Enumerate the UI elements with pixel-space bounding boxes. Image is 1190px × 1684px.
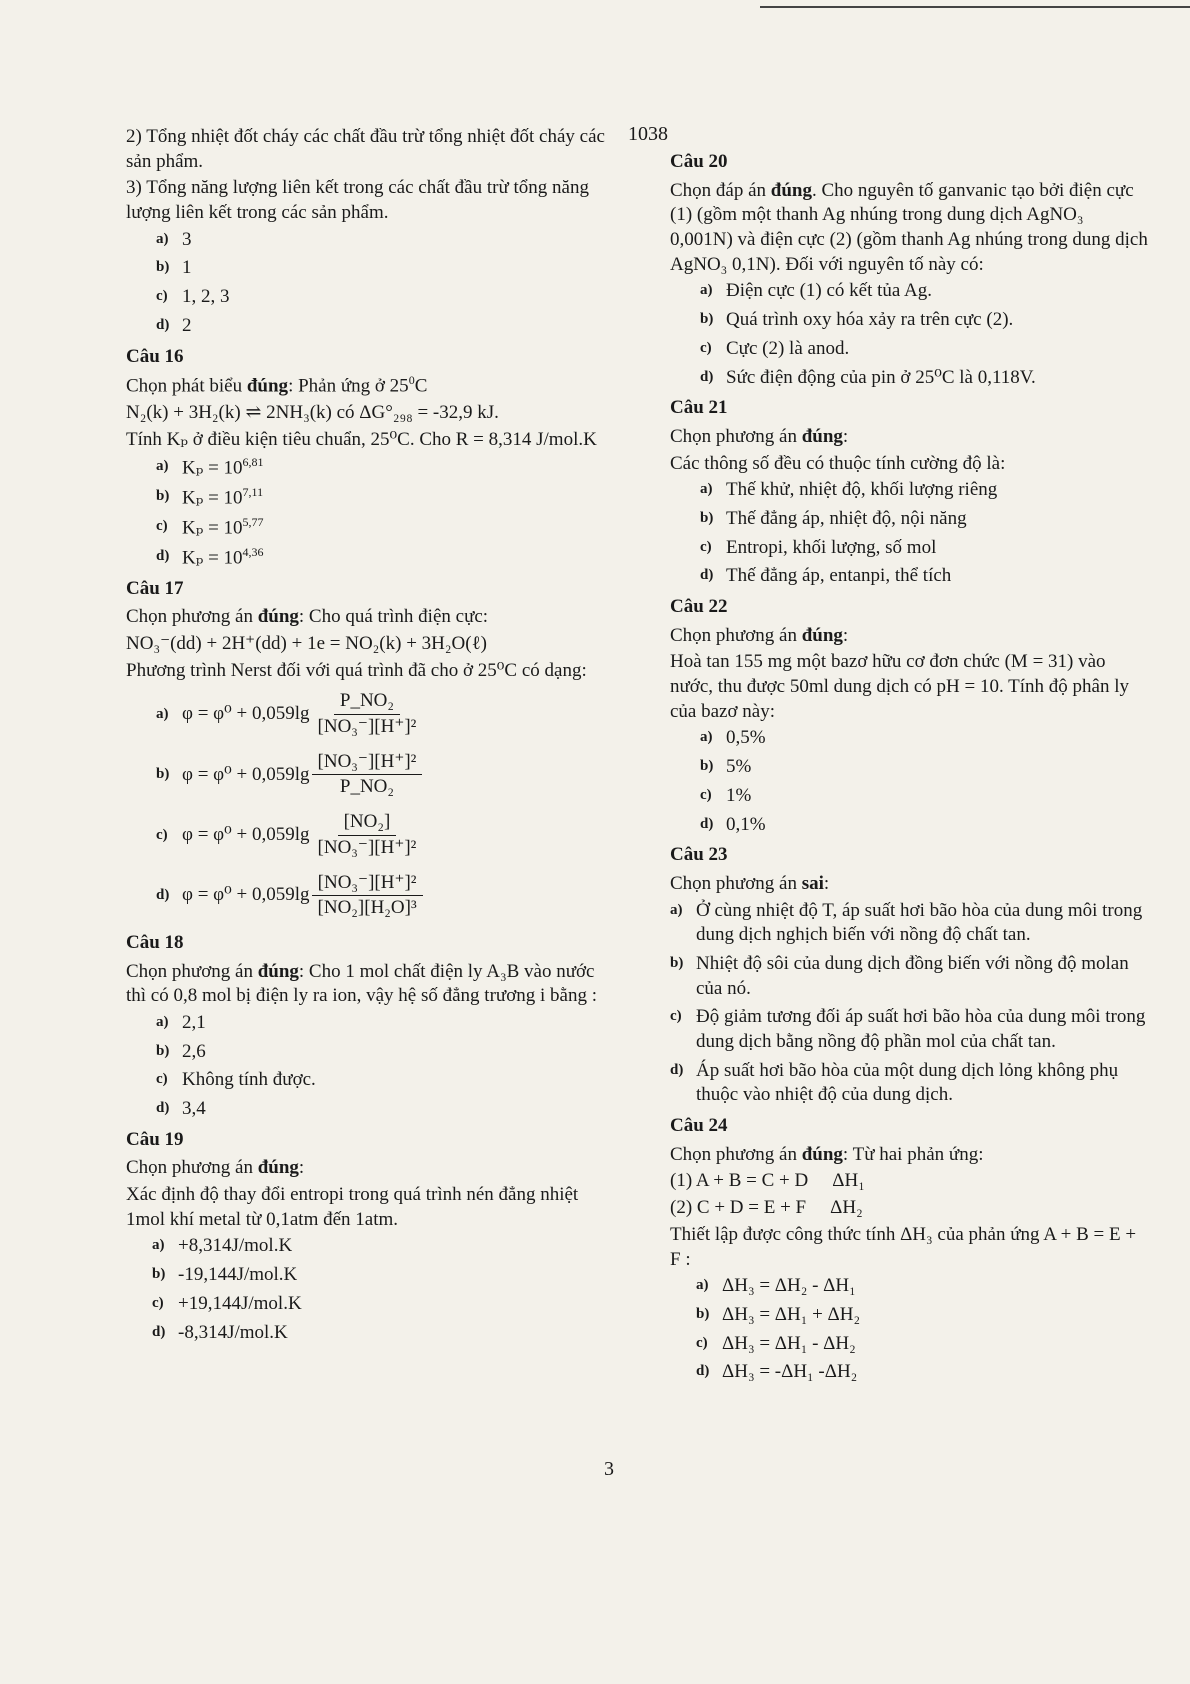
question-stem: Chọn phương án đúng: <box>126 1157 305 1179</box>
nernst-prefix: φ = φ⁰ + 0,059lg <box>182 703 310 725</box>
option: c) Entropi, khối lượng, số mol <box>700 536 937 558</box>
question-title: Câu 16 <box>126 345 184 367</box>
option: d) ΔH₃ = -ΔH₁ -ΔH₂ <box>696 1361 858 1383</box>
question-line: Các thông số đều có thuộc tính cường độ là: <box>670 452 1006 474</box>
question-stem: Chọn phương án sai: <box>670 872 830 894</box>
nernst-prefix: φ = φ⁰ + 0,059lg <box>182 823 310 845</box>
question-title: Câu 17 <box>126 577 184 599</box>
option: b) 1 <box>156 257 192 279</box>
option: d) Áp suất hơi bão hòa của một dung dịch lỏng không phụ thuộc vào nhiệt độ của dung dịch. <box>670 1059 1119 1106</box>
reaction: N₂(k) + 3H₂(k) ⇌ 2NH₃(k) có ΔG°₂₉₈ = -32,9 kJ. <box>126 402 499 424</box>
option: a) +8,314J/mol.K <box>152 1235 293 1257</box>
fraction: [NO₂] [NO₃⁻][H⁺]² <box>317 811 417 858</box>
question-line: Thiết lập được công thức tính ΔH₃ của phản ứng A + B = E + F : <box>670 1223 1137 1270</box>
option: b) φ = φ⁰ + 0,059lg [NO₃⁻][H⁺]² P_NO₂ <box>126 750 616 800</box>
question-title: Câu 18 <box>126 931 184 953</box>
reaction-1: (1) A + B = C + D ΔH₁ <box>670 1170 865 1192</box>
option: a) 2,1 <box>156 1011 206 1033</box>
fraction: [NO₃⁻][H⁺]² [NO₂][H₂O]³ <box>312 871 423 921</box>
option: a) 3 <box>156 228 192 250</box>
question-title: Câu 20 <box>670 151 728 172</box>
option: d) -8,314J/mol.K <box>152 1321 288 1343</box>
reaction: NO₃⁻(dd) + 2H⁺(dd) + 1e = NO₂(k) + 3H₂O(ℓ) <box>126 633 487 655</box>
option: c) ΔH₃ = ΔH₁ - ΔH₂ <box>696 1332 856 1354</box>
question-stem: Chọn phương án đúng: Cho quá trình điện cực: <box>126 606 489 628</box>
option: a) Thế khử, nhiệt độ, khối lượng riêng <box>700 479 998 501</box>
reaction-2: (2) C + D = E + F ΔH₂ <box>670 1197 863 1219</box>
option: d) Sức điện động của pin ở 25⁰C là 0,118V. <box>700 366 1036 388</box>
question-stem: Chọn phương án đúng: Cho 1 mol chất điện ly A₃B vào nước thì có 0,8 mol bị điện ly ra ion, vậy hệ số đẳng trương i bằng : <box>126 960 597 1007</box>
option: a) ΔH₃ = ΔH₂ - ΔH₁ <box>696 1275 856 1297</box>
option: d) $K_p = 10^{4,36}$ <box>156 544 264 568</box>
option: c) $K_p = 10^{5,77}$ <box>156 514 264 538</box>
question-title: Câu 21 <box>670 397 728 419</box>
option: b) 5% <box>700 756 752 778</box>
option: b) Nhiệt độ sôi của dung dịch đồng biến với nồng độ molan của nó. <box>670 952 1129 999</box>
nernst-prefix: φ = φ⁰ + 0,059lg <box>182 884 310 906</box>
question-stem: Chọn phương án đúng: Từ hai phản ứng: <box>670 1143 984 1165</box>
fraction: P_NO₂ [NO₃⁻][H⁺]² <box>317 690 417 738</box>
page-number: 3 <box>604 1458 614 1480</box>
option: a) 0,5% <box>700 727 766 749</box>
option: a) φ = φ⁰ + 0,059lg P_NO₂ [NO₃⁻][H⁺]² <box>126 689 616 739</box>
question-title: Câu 24 <box>670 1115 728 1137</box>
question-line: Phương trình Nerst đối với quá trình đã cho ở 25⁰C có dạng: <box>126 659 587 681</box>
option: d) 3,4 <box>156 1098 206 1120</box>
option: b) $K_p = 10^{7,11}$ <box>156 484 264 508</box>
option: c) Không tính được. <box>156 1069 316 1091</box>
option: d) 0,1% <box>700 813 766 835</box>
option: d) 2 <box>156 314 192 336</box>
right-column <box>670 150 1150 1389</box>
option: c) Cực (2) là anod. <box>700 337 850 359</box>
question-title: Câu 23 <box>670 844 728 866</box>
option: c) 1% <box>700 784 752 806</box>
header-number: 1038 <box>628 123 668 145</box>
top-rule <box>760 6 1190 8</box>
intro-line-2: 2) Tổng nhiệt đốt cháy các chất đầu trừ tổng nhiệt đốt cháy các sản phẩm. <box>126 126 605 172</box>
nernst-prefix: φ = φ⁰ + 0,059lg <box>182 763 310 785</box>
option: c) +19,144J/mol.K <box>152 1292 302 1314</box>
option: a) $K_p = 10^{6,81}$ <box>156 454 264 478</box>
question-title: Câu 22 <box>670 596 728 617</box>
option: c) φ = φ⁰ + 0,059lg [NO₂] [NO₃⁻][H⁺]² <box>126 810 616 860</box>
option: c) Độ giảm tương đối áp suất hơi bão hòa của dung môi trong dung dịch bằng nồng độ phần mol của chất tan. <box>670 1006 1146 1052</box>
option: d) Thế đẳng áp, entanpi, thể tích <box>700 565 952 587</box>
option: a) Điện cực (1) có kết tủa Ag. <box>700 280 933 302</box>
option: b) Quá trình oxy hóa xảy ra trên cực (2). <box>700 309 1014 331</box>
option: b) Thế đẳng áp, nhiệt độ, nội năng <box>700 507 967 529</box>
question-stem: Chọn đáp án đúng. Cho nguyên tố ganvanic tạo bởi điện cực (1) (gồm một thanh Ag nhúng trong dung dịch AgNO₃ 0,001N) và điện cực (2) (gồm thanh Ag nhúng trong dung dịch AgNO₃ 0,1N). Đối với nguyên tố này có: <box>670 179 1148 275</box>
left-column <box>126 125 616 1349</box>
option: b) -19,144J/mol.K <box>152 1264 298 1286</box>
question-stem: Chọn phương án đúng: <box>670 624 849 646</box>
option: a) Ở cùng nhiệt độ T, áp suất hơi bão hòa của dung môi trong dung dịch nghịch biến với nồng độ chất tan. <box>670 899 1143 946</box>
question-line: Hoà tan 155 mg một bazơ hữu cơ đơn chức (M = 31) vào nước, thu được 50ml dung dịch có pH = 10. Tính độ phân ly của bazơ này: <box>670 651 1129 722</box>
question-line: Xác định độ thay đổi entropi trong quá trình nén đẳng nhiệt 1mol khí metal từ 0,1atm đến 1atm. <box>126 1184 579 1230</box>
fraction: [NO₃⁻][H⁺]² P_NO₂ <box>312 750 423 800</box>
option: d) φ = φ⁰ + 0,059lg [NO₃⁻][H⁺]² [NO₂][H₂O]³ <box>126 871 616 921</box>
question-stem: Chọn phát biểu đúng: Phản ứng ở $25^0C$ <box>126 373 428 397</box>
question-stem: Chọn phương án đúng: <box>670 425 849 447</box>
option: b) ΔH₃ = ΔH₁ + ΔH₂ <box>696 1303 861 1325</box>
option: c) 1, 2, 3 <box>156 286 230 308</box>
question-title: Câu 19 <box>126 1128 184 1150</box>
option: b) 2,6 <box>156 1040 206 1062</box>
intro-line-3: 3) Tổng năng lượng liên kết trong các chất đầu trừ tổng năng lượng liên kết trong các sản phẩm. <box>126 177 589 224</box>
question-line: Tính Kₚ ở điều kiện tiêu chuẩn, 25⁰C. Cho R = 8,314 J/mol.K <box>126 428 597 450</box>
